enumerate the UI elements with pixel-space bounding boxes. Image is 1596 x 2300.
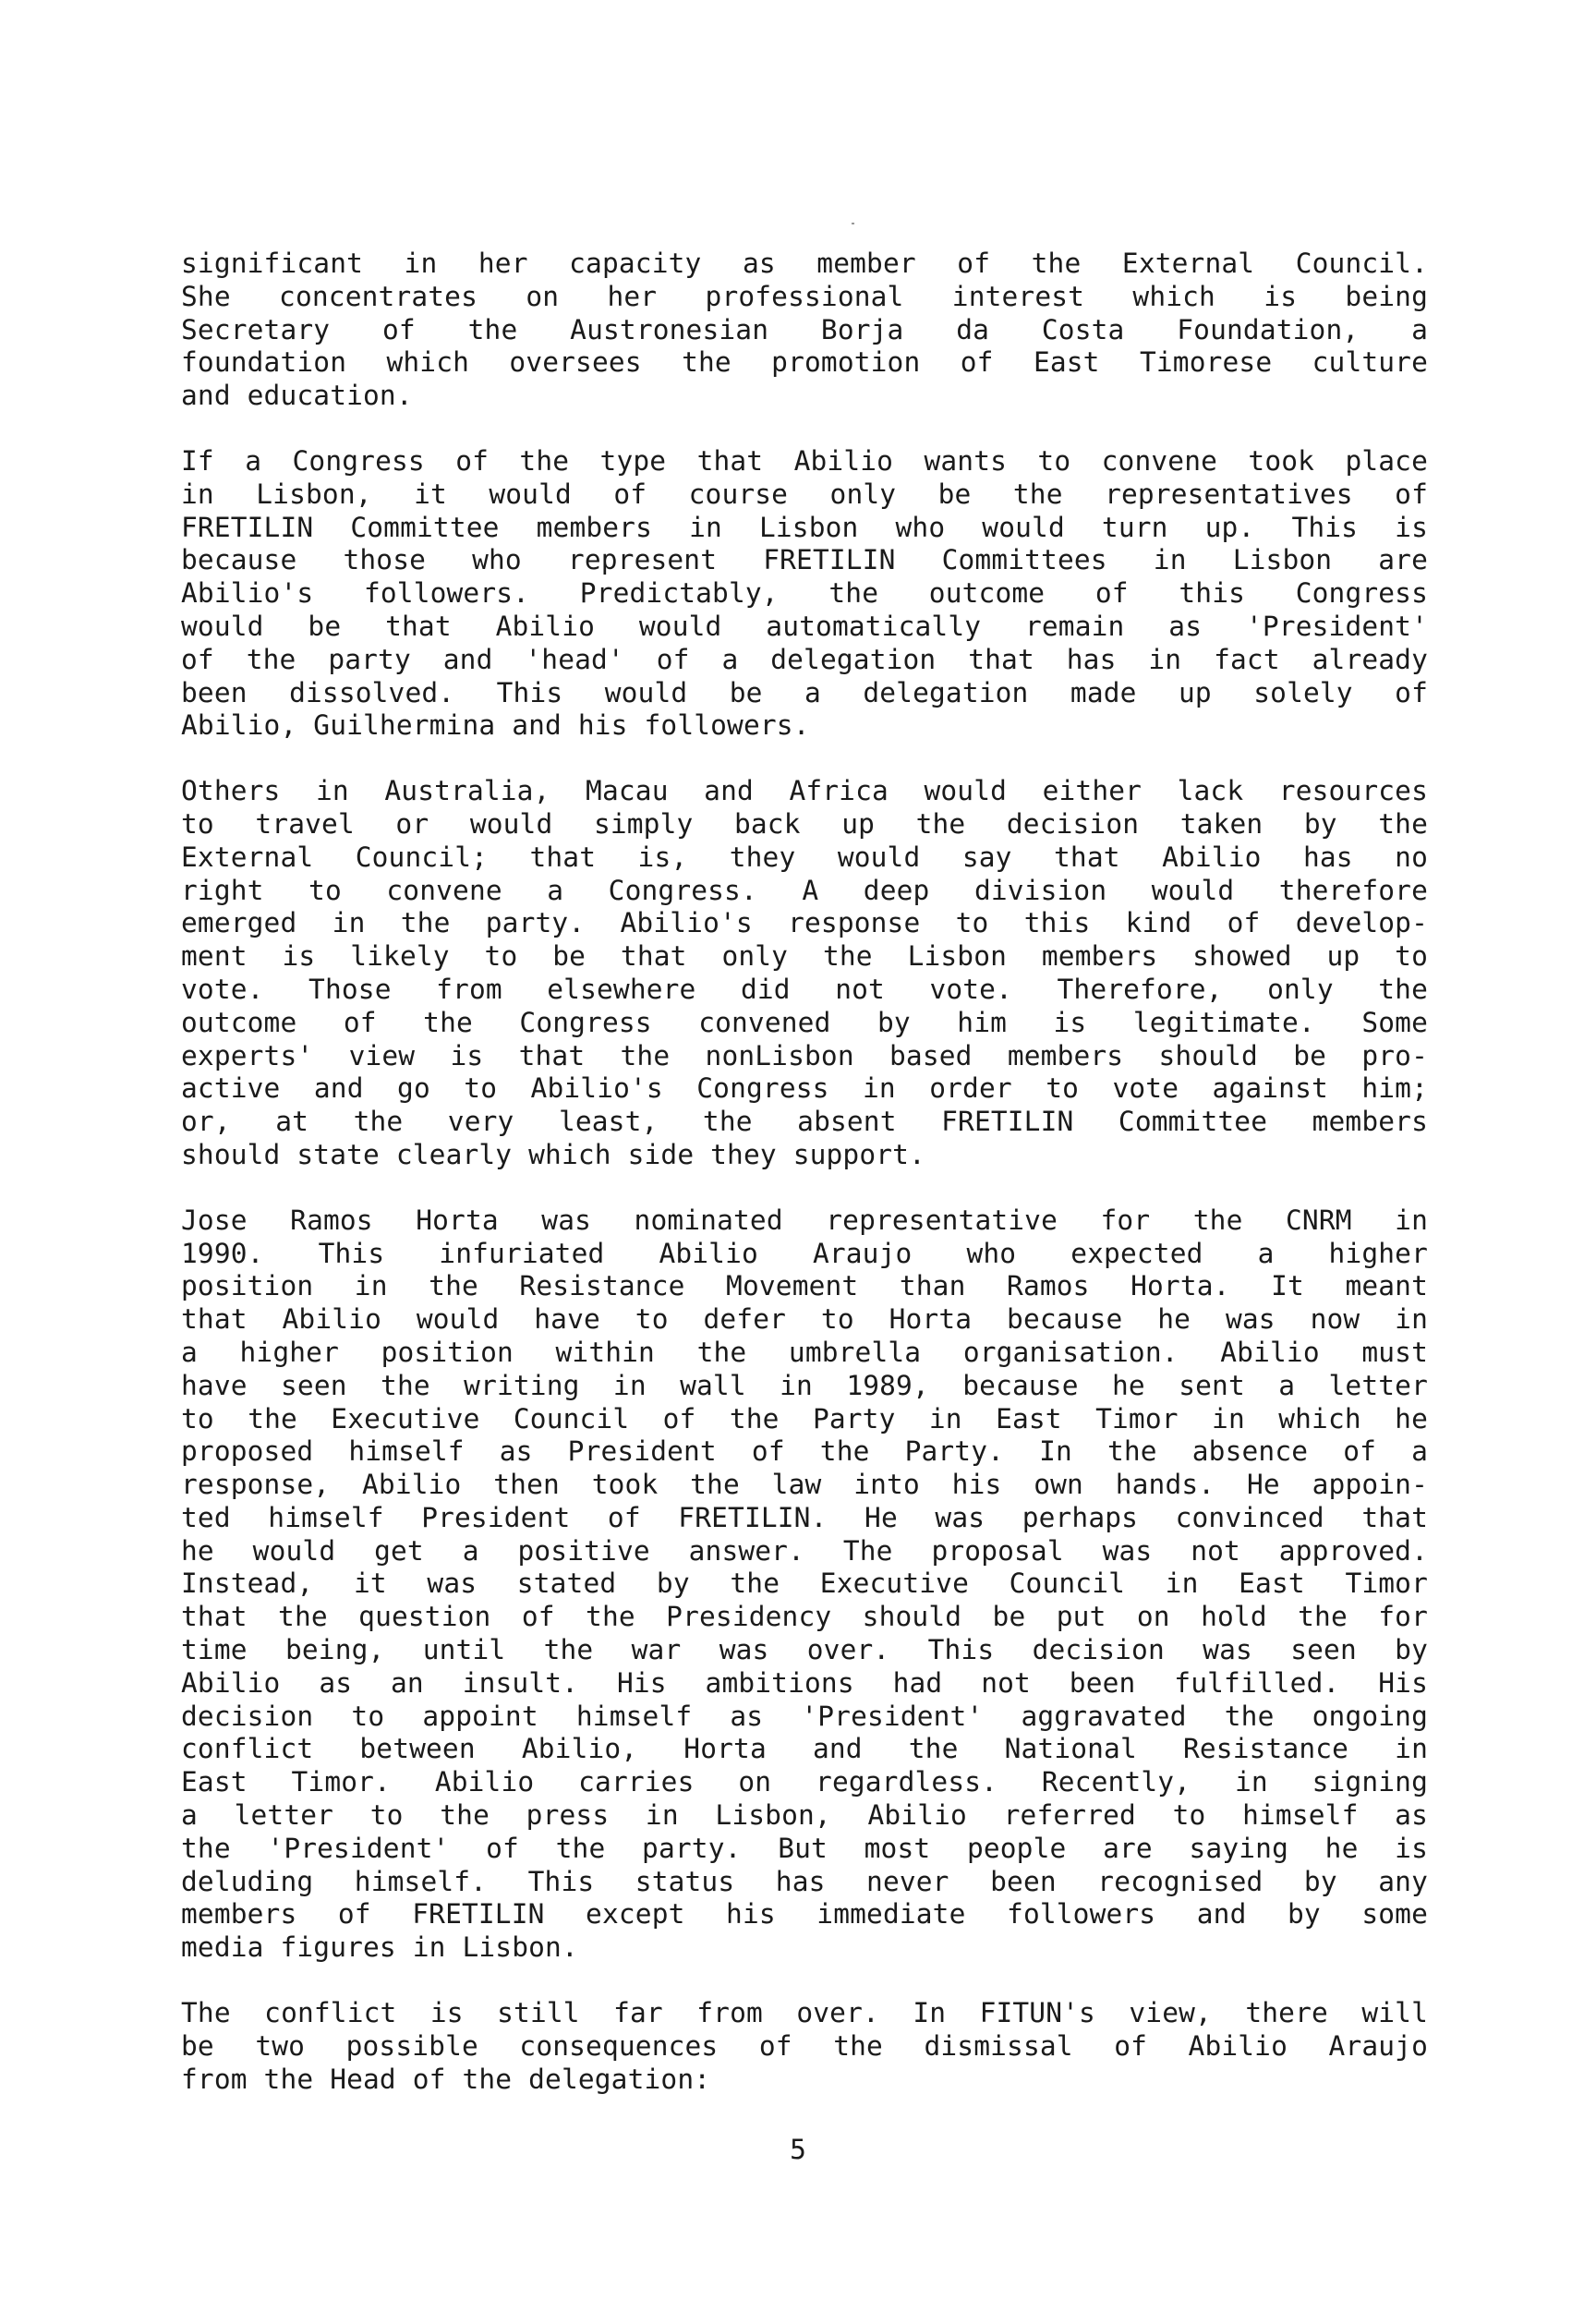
text-line: The conflict is still far from over. In FITUN's view, there will (181, 1997, 1428, 2029)
text-line: a higher position within the umbrella organisation. Abilio must (181, 1336, 1428, 1368)
text-line: Others in Australia, Macau and Africa would either lack resources (181, 775, 1428, 807)
text-line: members of FRETILIN except his immediate followers and by some (181, 1898, 1428, 1931)
text-line: media figures in Lisbon. (181, 1931, 578, 1964)
body-text (181, 248, 1428, 2128)
text-line: 1990. This infuriated Abilio Araujo who expected a higher (181, 1237, 1428, 1269)
paragraph-1 (181, 248, 1428, 413)
text-line: ted himself President of FRETILIN. He was perhaps convinced that (181, 1501, 1428, 1533)
text-line: should state clearly which side they support. (181, 1138, 925, 1170)
text-line: that Abilio would have to defer to Horta because he was now in (181, 1303, 1428, 1336)
text-line: would be that Abilio would automatically remain as 'President' (181, 610, 1428, 642)
text-line: Jose Ramos Horta was nominated representative for the CNRM in (181, 1204, 1428, 1236)
text-line: and education. (181, 380, 413, 412)
text-line: in Lisbon, it would of course only be the representatives of (181, 478, 1428, 510)
text-line: proposed himself as President of the Party. In the absence of a (181, 1435, 1428, 1468)
text-line: Abilio, Guilhermina and his followers. (181, 709, 810, 742)
text-line: of the party and 'head' of a delegation that has in fact already (181, 643, 1428, 675)
text-line: have seen the writing in wall in 1989, because he sent a letter (181, 1369, 1428, 1401)
text-line: the 'President' of the party. But most people are saying he is (181, 1832, 1428, 1864)
text-line: ment is likely to be that only the Lisbon members showed up to (181, 940, 1428, 973)
text-line: position in the Resistance Movement than Ramos Horta. It meant (181, 1270, 1428, 1302)
text-line: because those who represent FRETILIN Committees in Lisbon are (181, 544, 1428, 576)
text-line: significant in her capacity as member of the External Council. (181, 248, 1428, 279)
text-line: right to convene a Congress. A deep division would therefore (181, 874, 1428, 906)
text-line: from the Head of the delegation: (181, 2063, 711, 2095)
text-line: East Timor. Abilio carries on regardless. Recently, in signing (181, 1766, 1428, 1798)
text-line: experts' view is that the nonLisbon based members should be pro- (181, 1039, 1428, 1071)
paragraph-2 (181, 445, 1428, 743)
text-line: Secretary of the Austronesian Borja da Costa Foundation, a (181, 313, 1428, 345)
text-line: to the Executive Council of the Party in East Timor in which he (181, 1402, 1428, 1434)
page-number: 5 (790, 2134, 806, 2165)
text-line: emerged in the party. Abilio's response to this kind of develop- (181, 907, 1428, 939)
text-line: time being, until the war was over. This decision was seen by (181, 1634, 1428, 1666)
text-line: outcome of the Congress convened by him is legitimate. Some (181, 1006, 1428, 1038)
paragraph-4 (181, 1204, 1428, 1965)
paragraph-3 (181, 775, 1428, 1172)
text-line: that the question of the Presidency should be put on hold the for (181, 1601, 1428, 1633)
text-line: be two possible consequences of the dismissal of Abilio Araujo (181, 2029, 1428, 2062)
text-line: FRETILIN Committee members in Lisbon who would turn up. This is (181, 511, 1428, 543)
text-line: response, Abilio then took the law into his own hands. He appoin- (181, 1469, 1428, 1501)
text-line: decision to appoint himself as 'President' aggravated the ongoing (181, 1700, 1428, 1732)
paragraph-5 (181, 1997, 1428, 2096)
text-line: Abilio as an insult. His ambitions had not been fulfilled. His (181, 1666, 1428, 1699)
text-line: If a Congress of the type that Abilio wants to convene took place (181, 444, 1428, 477)
scan-speck (852, 223, 854, 224)
text-line: deluding himself. This status has never been recognised by any (181, 1865, 1428, 1897)
text-line: vote. Those from elsewhere did not vote. Therefore, only the (181, 973, 1428, 1005)
text-line: Instead, it was stated by the Executive Council in East Timor (181, 1568, 1428, 1600)
text-line: External Council; that is, they would say that Abilio has no (181, 841, 1428, 873)
text-line: to travel or would simply back up the decision taken by the (181, 807, 1428, 840)
text-line: been dissolved. This would be a delegation made up solely of (181, 676, 1428, 708)
text-line: or, at the very least, the absent FRETILIN Committee members (181, 1106, 1428, 1138)
text-line: conflict between Abilio, Horta and the National Resistance in (181, 1733, 1428, 1765)
text-line: a letter to the press in Lisbon, Abilio referred to himself as (181, 1799, 1428, 1832)
text-line: Abilio's followers. Predictably, the outcome of this Congress (181, 577, 1428, 610)
text-line: active and go to Abilio's Congress in order to vote against him; (181, 1072, 1428, 1105)
text-line: She concentrates on her professional interest which is being (181, 280, 1428, 312)
text-line: he would get a positive answer. The proposal was not approved. (181, 1534, 1428, 1567)
text-line: foundation which oversees the promotion of East Timorese culture (181, 346, 1428, 379)
